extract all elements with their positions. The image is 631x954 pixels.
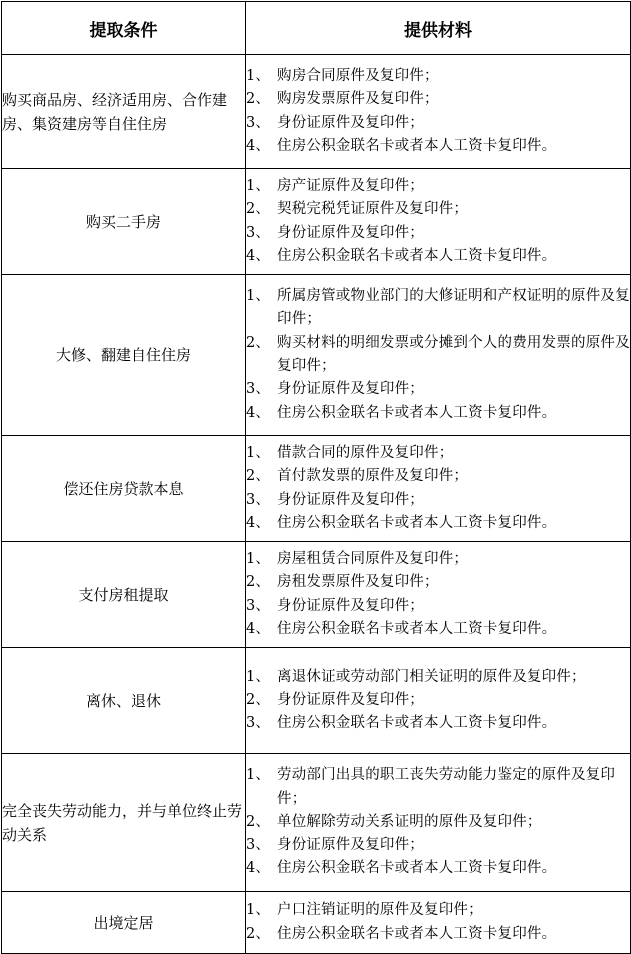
item-text: 购房合同原件及复印件； [277, 67, 439, 84]
table-row [2, 169, 631, 275]
table-row [2, 754, 631, 892]
table-row [2, 275, 631, 436]
condition-cell [2, 55, 246, 169]
materials-cell [246, 169, 631, 275]
list-item [246, 512, 630, 535]
list-item [246, 548, 630, 571]
list-item [246, 135, 630, 158]
list-item [246, 465, 630, 488]
condition-cell [2, 892, 246, 954]
materials-list [246, 65, 630, 158]
item-number: 2、 [246, 468, 271, 485]
condition-text: 偿还住房贷款本息 [63, 479, 184, 498]
item-number: 1、 [246, 902, 271, 919]
list-item [246, 857, 630, 880]
list-item [246, 112, 630, 135]
table-row [2, 436, 631, 542]
materials-cell [246, 55, 631, 169]
materials-cell [246, 275, 631, 436]
list-item [246, 198, 630, 221]
list-item [246, 834, 630, 857]
condition-text: 完全丧失劳动能力，并与单位终止劳动关系 [2, 801, 243, 844]
table-header-row [2, 2, 631, 55]
item-text: 购买材料的明细发票或分摊到个人的费用发票的原件及复印件； [277, 334, 630, 374]
condition-text: 支付房租提取 [78, 585, 169, 604]
item-number: 2、 [246, 925, 271, 942]
item-number: 3、 [246, 114, 271, 131]
item-text: 身份证原件及复印件； [277, 691, 424, 708]
table-body [2, 55, 631, 954]
list-item [246, 402, 630, 425]
condition-cell [2, 542, 246, 648]
item-text: 身份证原件及复印件； [277, 491, 424, 508]
list-item [246, 811, 630, 834]
item-text: 购房发票原件及复印件； [277, 91, 439, 108]
table-row [2, 648, 631, 754]
item-number: 2、 [246, 91, 271, 108]
condition-cell [2, 754, 246, 892]
item-text: 身份证原件及复印件； [277, 224, 424, 241]
item-text: 房产证原件及复印件； [277, 177, 424, 194]
item-number: 3、 [246, 491, 271, 508]
item-number: 2、 [246, 201, 271, 218]
item-text: 身份证原件及复印件； [277, 597, 424, 614]
item-text: 住房公积金联名卡或者本人工资卡复印件。 [277, 514, 557, 531]
item-text: 借款合同的原件及复印件； [277, 444, 454, 461]
item-number: 1、 [246, 288, 271, 305]
item-text: 住房公积金联名卡或者本人工资卡复印件。 [277, 925, 557, 942]
item-text: 劳动部门出具的职工丧失劳动能力鉴定的原件及复印件； [277, 767, 616, 807]
item-number: 1、 [246, 177, 271, 194]
condition-text: 出境定居 [93, 913, 154, 932]
item-number: 2、 [246, 334, 271, 351]
item-number: 4、 [246, 620, 271, 637]
item-text: 首付款发票的原件及复印件； [277, 468, 469, 485]
list-item [246, 175, 630, 198]
list-item [246, 618, 630, 641]
item-number: 1、 [246, 550, 271, 567]
list-item [246, 571, 630, 594]
item-text: 房租发票原件及复印件； [277, 574, 439, 591]
list-item [246, 764, 630, 811]
item-number: 3、 [246, 715, 271, 732]
item-number: 3、 [246, 837, 271, 854]
item-number: 2、 [246, 574, 271, 591]
item-number: 4、 [246, 247, 271, 264]
header-materials: 提供材料 [246, 2, 631, 55]
condition-text: 购买二手房 [85, 212, 161, 231]
materials-list [246, 285, 630, 425]
item-number: 1、 [246, 668, 271, 685]
item-text: 住房公积金联名卡或者本人工资卡复印件。 [277, 137, 557, 154]
condition-text: 购买商品房、经济适用房、合作建房、集资建房等自住住房 [2, 90, 228, 133]
item-text: 住房公积金联名卡或者本人工资卡复印件。 [277, 404, 557, 421]
list-item [246, 442, 630, 465]
materials-list [246, 548, 630, 641]
item-number: 2、 [246, 691, 271, 708]
condition-cell [2, 169, 246, 275]
list-item [246, 666, 630, 689]
condition-text: 大修、翻建自住住房 [55, 346, 191, 364]
condition-text: 离休、退休 [85, 691, 161, 710]
materials-list [246, 175, 630, 268]
condition-cell [2, 275, 246, 436]
item-number: 3、 [246, 597, 271, 614]
item-number: 1、 [246, 67, 271, 84]
item-text: 身份证原件及复印件； [277, 837, 424, 854]
materials-list [246, 442, 630, 535]
list-item [246, 88, 630, 111]
table-row [2, 542, 631, 648]
item-number: 4、 [246, 137, 271, 154]
item-number: 4、 [246, 514, 271, 531]
materials-cell [246, 542, 631, 648]
item-text: 所属房管或物业部门的大修证明和产权证明的原件及复印件； [277, 288, 630, 328]
item-text: 房屋租赁合同原件及复印件； [277, 550, 469, 567]
item-text: 契税完税凭证原件及复印件； [277, 201, 469, 218]
materials-list [246, 666, 630, 736]
materials-cell [246, 648, 631, 754]
condition-cell [2, 436, 246, 542]
item-number: 3、 [246, 381, 271, 398]
materials-list [246, 899, 630, 946]
list-item [246, 489, 630, 512]
materials-list [246, 764, 630, 880]
item-number: 1、 [246, 444, 271, 461]
item-text: 住房公积金联名卡或者本人工资卡复印件。 [277, 247, 557, 264]
materials-cell [246, 436, 631, 542]
list-item [246, 222, 630, 245]
list-item [246, 899, 630, 922]
materials-cell [246, 754, 631, 892]
item-text: 身份证原件及复印件； [277, 114, 424, 131]
item-number: 2、 [246, 813, 271, 830]
item-text: 户口注销证明的原件及复印件； [277, 902, 483, 919]
item-text: 离退休证或劳动部门相关证明的原件及复印件； [277, 668, 586, 685]
item-text: 住房公积金联名卡或者本人工资卡复印件。 [277, 620, 557, 637]
condition-cell [2, 648, 246, 754]
item-number: 1、 [246, 767, 271, 784]
list-item [246, 595, 630, 618]
withdrawal-conditions-table [1, 1, 631, 954]
item-number: 3、 [246, 224, 271, 241]
materials-cell [246, 892, 631, 954]
table-row [2, 892, 631, 954]
header-condition: 提取条件 [2, 2, 246, 55]
document-page [0, 1, 631, 953]
item-text: 身份证原件及复印件； [277, 381, 424, 398]
list-item [246, 712, 630, 735]
list-item [246, 923, 630, 946]
list-item [246, 378, 630, 401]
list-item [246, 689, 630, 712]
item-number: 4、 [246, 404, 271, 421]
item-text: 住房公积金联名卡或者本人工资卡复印件。 [277, 860, 557, 877]
list-item [246, 285, 630, 332]
item-number: 4、 [246, 860, 271, 877]
list-item [246, 332, 630, 379]
list-item [246, 65, 630, 88]
table-row [2, 55, 631, 169]
item-text: 住房公积金联名卡或者本人工资卡复印件。 [277, 715, 557, 732]
item-text: 单位解除劳动关系证明的原件及复印件； [277, 813, 542, 830]
list-item [246, 245, 630, 268]
